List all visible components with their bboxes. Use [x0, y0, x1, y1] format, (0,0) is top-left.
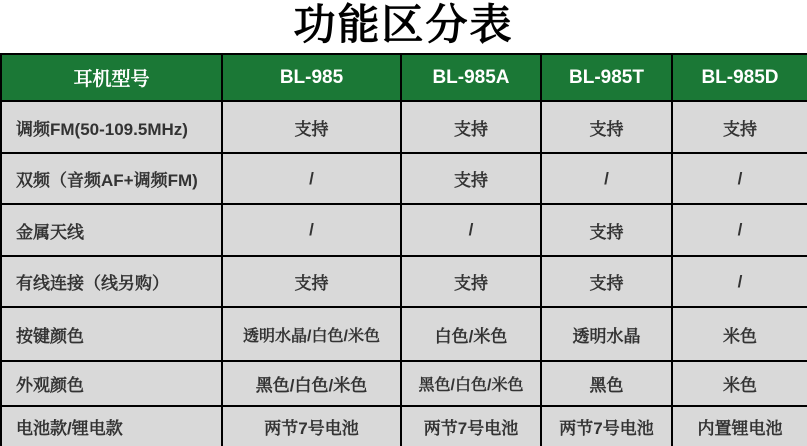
table-cell: 支持: [401, 153, 541, 204]
page-title: 功能区分表: [293, 3, 514, 49]
table-cell: 白色/米色: [401, 307, 541, 361]
table-row-fm: [1, 101, 807, 153]
table-cell: 支持: [541, 204, 672, 256]
feature-comparison-table: [0, 53, 807, 446]
table-cell: /: [222, 204, 401, 256]
table-cell: 两节7号电池: [541, 406, 672, 446]
table-cell: 透明水晶: [541, 307, 672, 361]
column-header-bl985t: BL-985T: [541, 54, 672, 101]
table-cell: 透明水晶/白色/米色: [222, 307, 401, 361]
table-cell: 支持: [541, 101, 672, 153]
table-cell: 两节7号电池: [401, 406, 541, 446]
row-label: 按键颜色: [1, 307, 222, 361]
table-row-button-color: [1, 307, 807, 361]
table-cell: 支持: [222, 101, 401, 153]
table-cell: /: [401, 204, 541, 256]
table-cell: 支持: [672, 101, 807, 153]
table-row-body-color: [1, 361, 807, 406]
table-row-metal-antenna: [1, 204, 807, 256]
column-header-bl985d: BL-985D: [672, 54, 807, 101]
table-cell: 支持: [222, 256, 401, 307]
table-cell: 内置锂电池: [672, 406, 807, 446]
table-row-wired-connection: [1, 256, 807, 307]
column-header-bl985: BL-985: [222, 54, 401, 101]
row-label: 双频（音频AF+调频FM): [1, 153, 222, 204]
table-cell: /: [222, 153, 401, 204]
table-cell: 支持: [401, 101, 541, 153]
row-label: 外观颜色: [1, 361, 222, 406]
table-row-battery: [1, 406, 807, 446]
row-label: 调频FM(50-109.5MHz): [1, 101, 222, 153]
table-cell: 黑色/白色/米色: [222, 361, 401, 406]
header-row: [1, 54, 807, 101]
table-cell: /: [672, 153, 807, 204]
table-cell: 两节7号电池: [222, 406, 401, 446]
row-label: 电池款/锂电款: [1, 406, 222, 446]
table-cell: 黑色/白色/米色: [401, 361, 541, 406]
table-cell: /: [672, 204, 807, 256]
table-cell: 米色: [672, 307, 807, 361]
column-header-bl985a: BL-985A: [401, 54, 541, 101]
table-cell: /: [672, 256, 807, 307]
column-header-model: 耳机型号: [1, 54, 222, 101]
row-label: 有线连接（线另购）: [1, 256, 222, 307]
table-cell: 支持: [401, 256, 541, 307]
table-cell: 黑色: [541, 361, 672, 406]
table-cell: /: [541, 153, 672, 204]
table-row-dual-band: [1, 153, 807, 204]
table-cell: 支持: [541, 256, 672, 307]
row-label: 金属天线: [1, 204, 222, 256]
table-cell: 米色: [672, 361, 807, 406]
